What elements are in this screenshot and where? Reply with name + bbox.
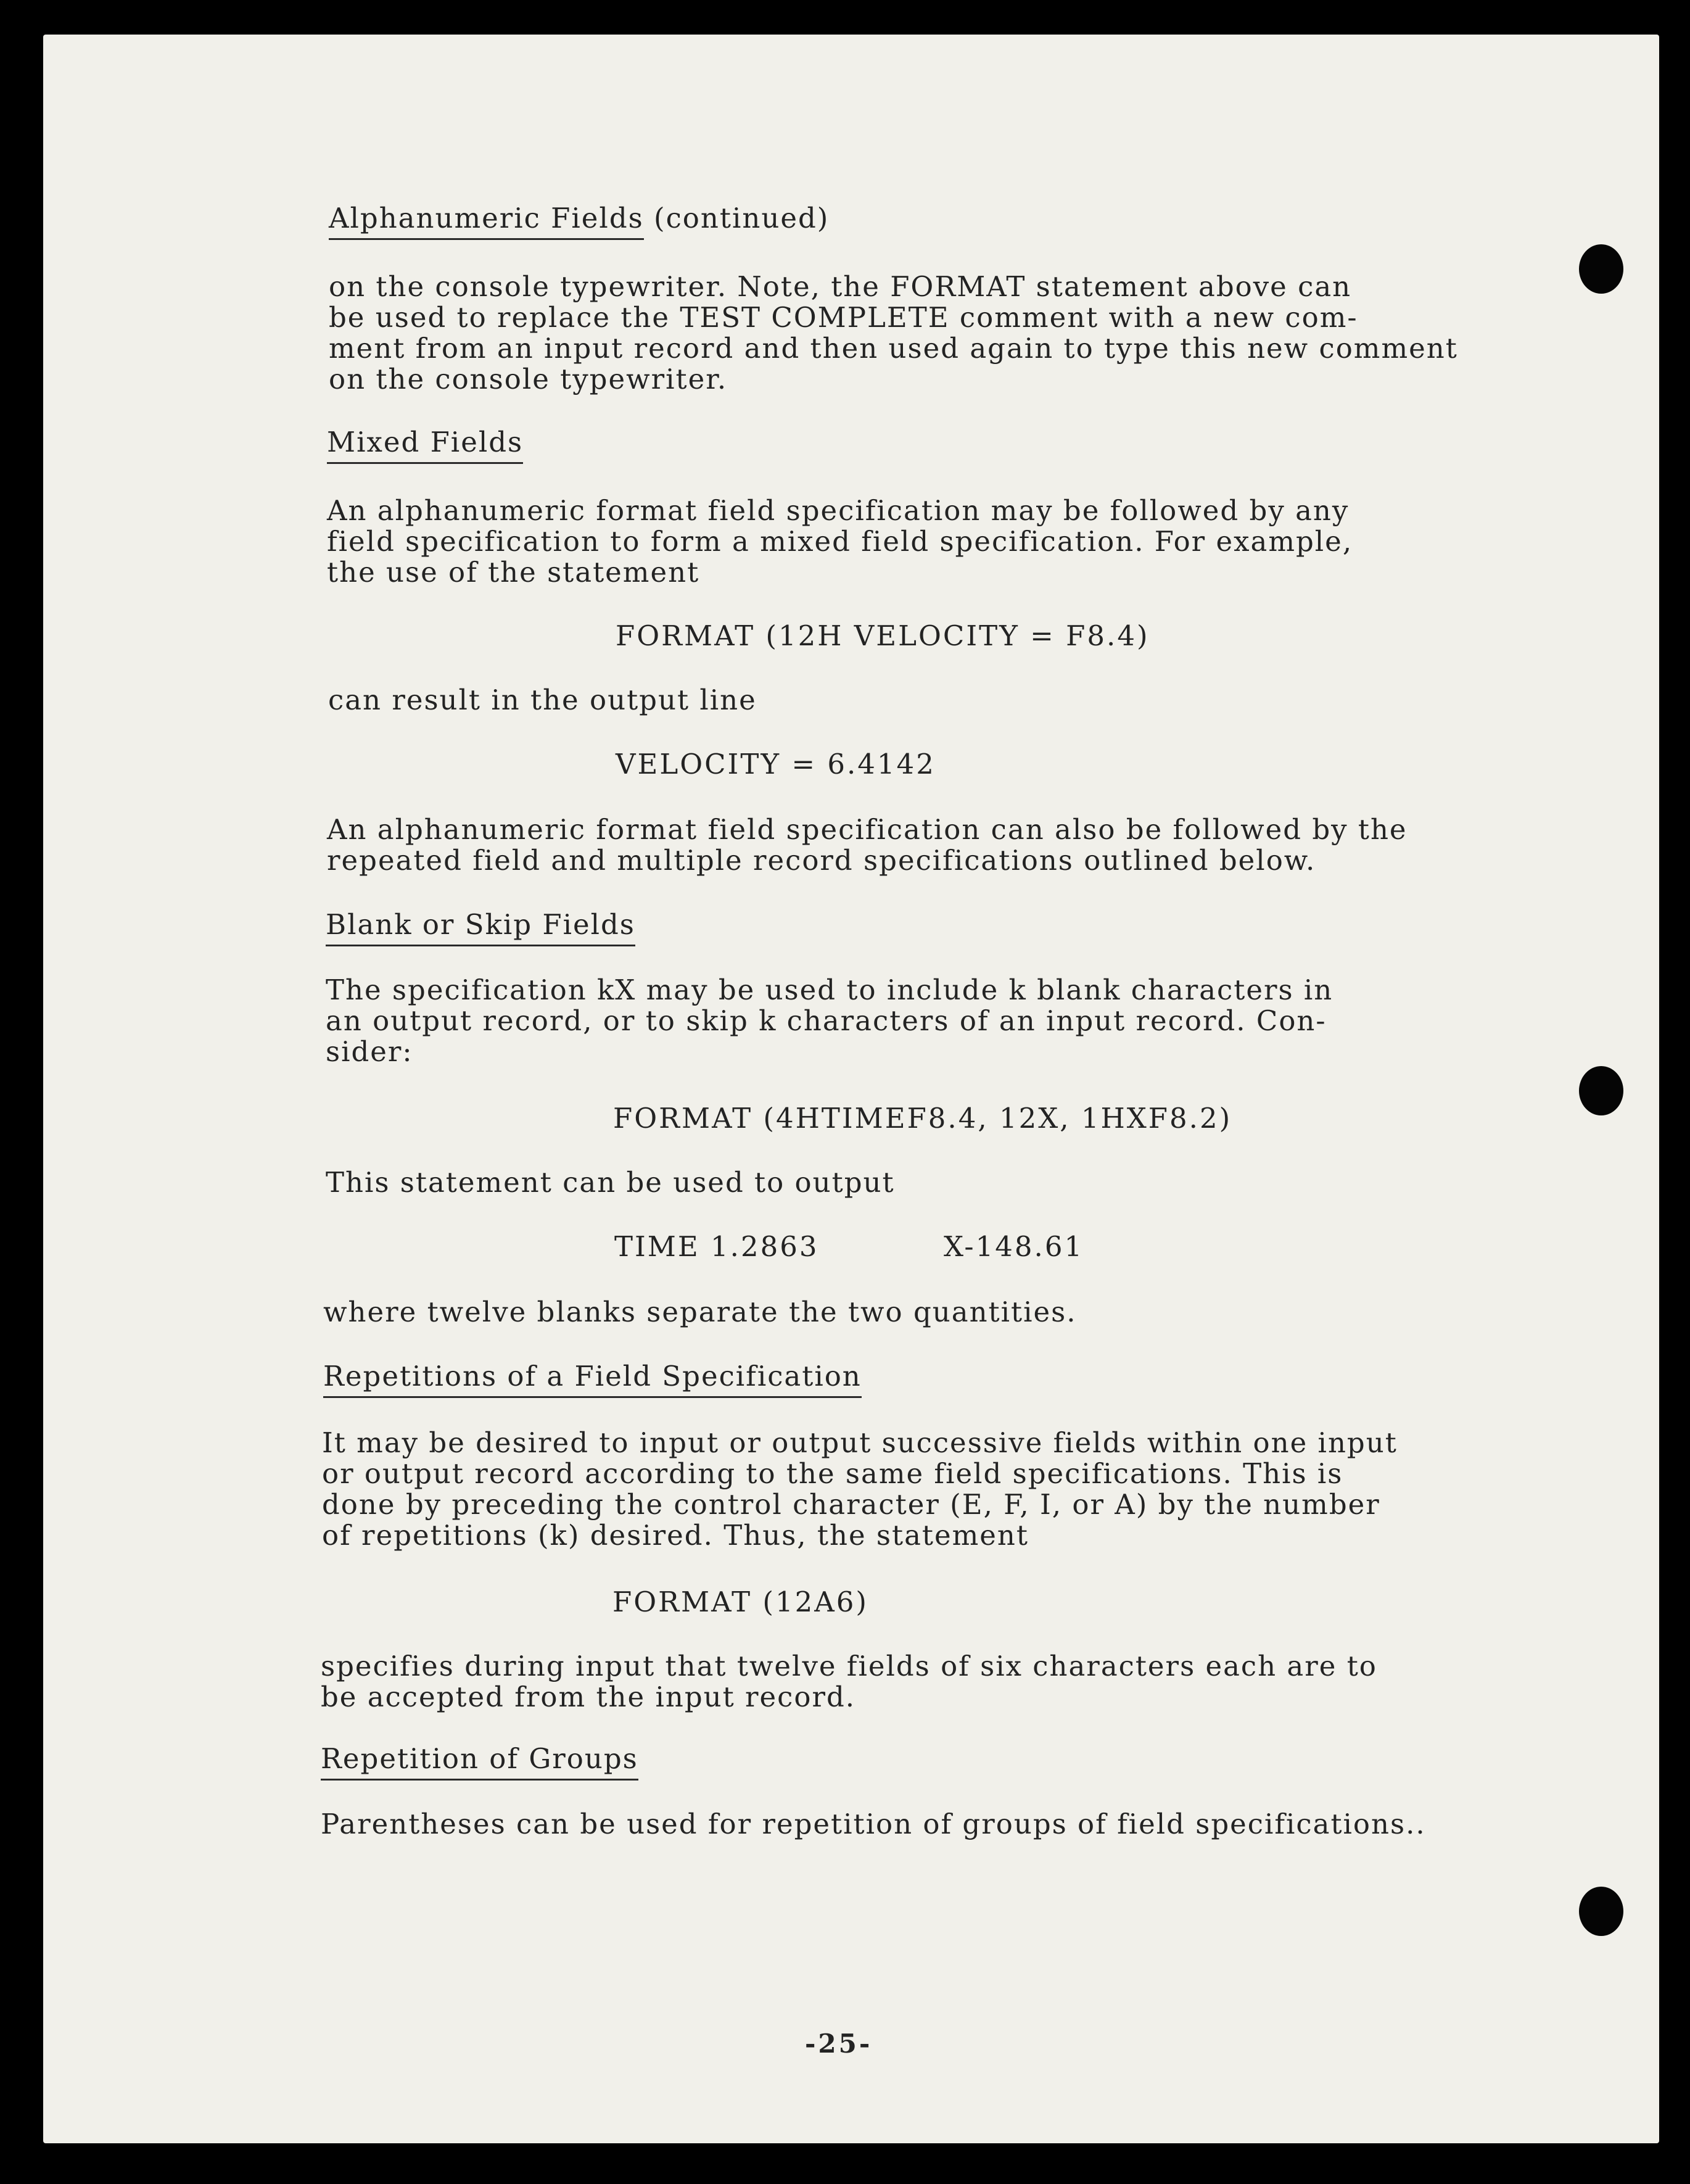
heading-text: Repetition of Groups [321,1742,638,1781]
punch-hole-middle [1579,1066,1623,1115]
text-line: It may be desired to input or output successive fields within one input [322,1426,1398,1459]
text-line: be used to replace the TEST COMPLETE comment with a new com- [329,301,1358,334]
heading-repetitions-field-spec [323,1360,862,1398]
text-line: sider: [326,1035,413,1068]
text-line: where twelve blanks separate the two quantities. [323,1296,1077,1328]
text-line: of repetitions (k) desired. Thus, the statement [322,1519,1029,1552]
heading-repetition-groups [321,1742,638,1781]
format-statement-velocity: FORMAT (12H VELOCITY = F8.4) [616,619,1150,652]
format-statement-time: FORMAT (4HTIMEF8.4, 12X, 1HXF8.2) [613,1102,1232,1135]
text-line: an output record, or to skip k characters of an input record. Con- [326,1004,1327,1037]
punch-hole-top [1579,244,1623,294]
text-line: be accepted from the input record. [321,1681,856,1713]
format-statement-12a6: FORMAT (12A6) [612,1586,868,1618]
heading-text: Repetitions of a Field Specification [323,1360,862,1398]
text-line: on the console typewriter. Note, the FORMAT statement above can [329,270,1352,303]
heading-text: Mixed Fields [327,426,523,464]
text-line: on the console typewriter. [329,363,728,395]
paragraph-alphanumeric [329,271,1458,395]
text-line: Parentheses can be used for repetition of groups of field specifications.. [321,1808,1426,1840]
text-line: or output record according to the same field specifications. This is [322,1457,1343,1490]
paragraph-mixed-1 [327,495,1353,588]
heading-mixed-fields [327,426,523,464]
output-line-velocity: VELOCITY = 6.4142 [616,748,936,780]
text-line: An alphanumeric format field specification can also be followed by the [327,813,1408,846]
text-line: field specification to form a mixed field specification. For example, [327,525,1353,558]
text-line: This statement can be used to output [326,1166,895,1199]
text-line: done by preceding the control character (E, F, I, or A) by the number [322,1488,1380,1521]
heading-blank-skip-fields [326,908,635,946]
output-time: TIME 1.2863 [614,1230,819,1263]
page-number: -25- [805,2029,873,2059]
heading-text: Blank or Skip Fields [326,908,635,946]
paragraph-repetitions-2 [321,1651,1377,1713]
text-line: The specification kX may be used to include k blank characters in [326,974,1333,1006]
text-line: repeated field and multiple record specifications outlined below. [327,844,1316,877]
heading-text: Alphanumeric Fields [329,202,644,240]
text-line: can result in the output line [328,684,757,716]
heading-suffix: (continued) [654,202,830,234]
text-line: the use of the statement [327,556,700,589]
heading-alphanumeric-fields [329,202,829,240]
paragraph-mixed-2 [327,814,1408,876]
text-line: An alphanumeric format field specification may be followed by any [327,494,1350,527]
paragraph-repetitions-1 [322,1428,1398,1551]
paragraph-blank-1 [326,975,1333,1067]
text-line: ment from an input record and then used again to type this new comment [329,332,1458,365]
punch-hole-bottom [1579,1887,1623,1936]
output-x: X-148.61 [944,1230,1084,1263]
text-line: specifies during input that twelve fields of six characters each are to [321,1650,1377,1682]
